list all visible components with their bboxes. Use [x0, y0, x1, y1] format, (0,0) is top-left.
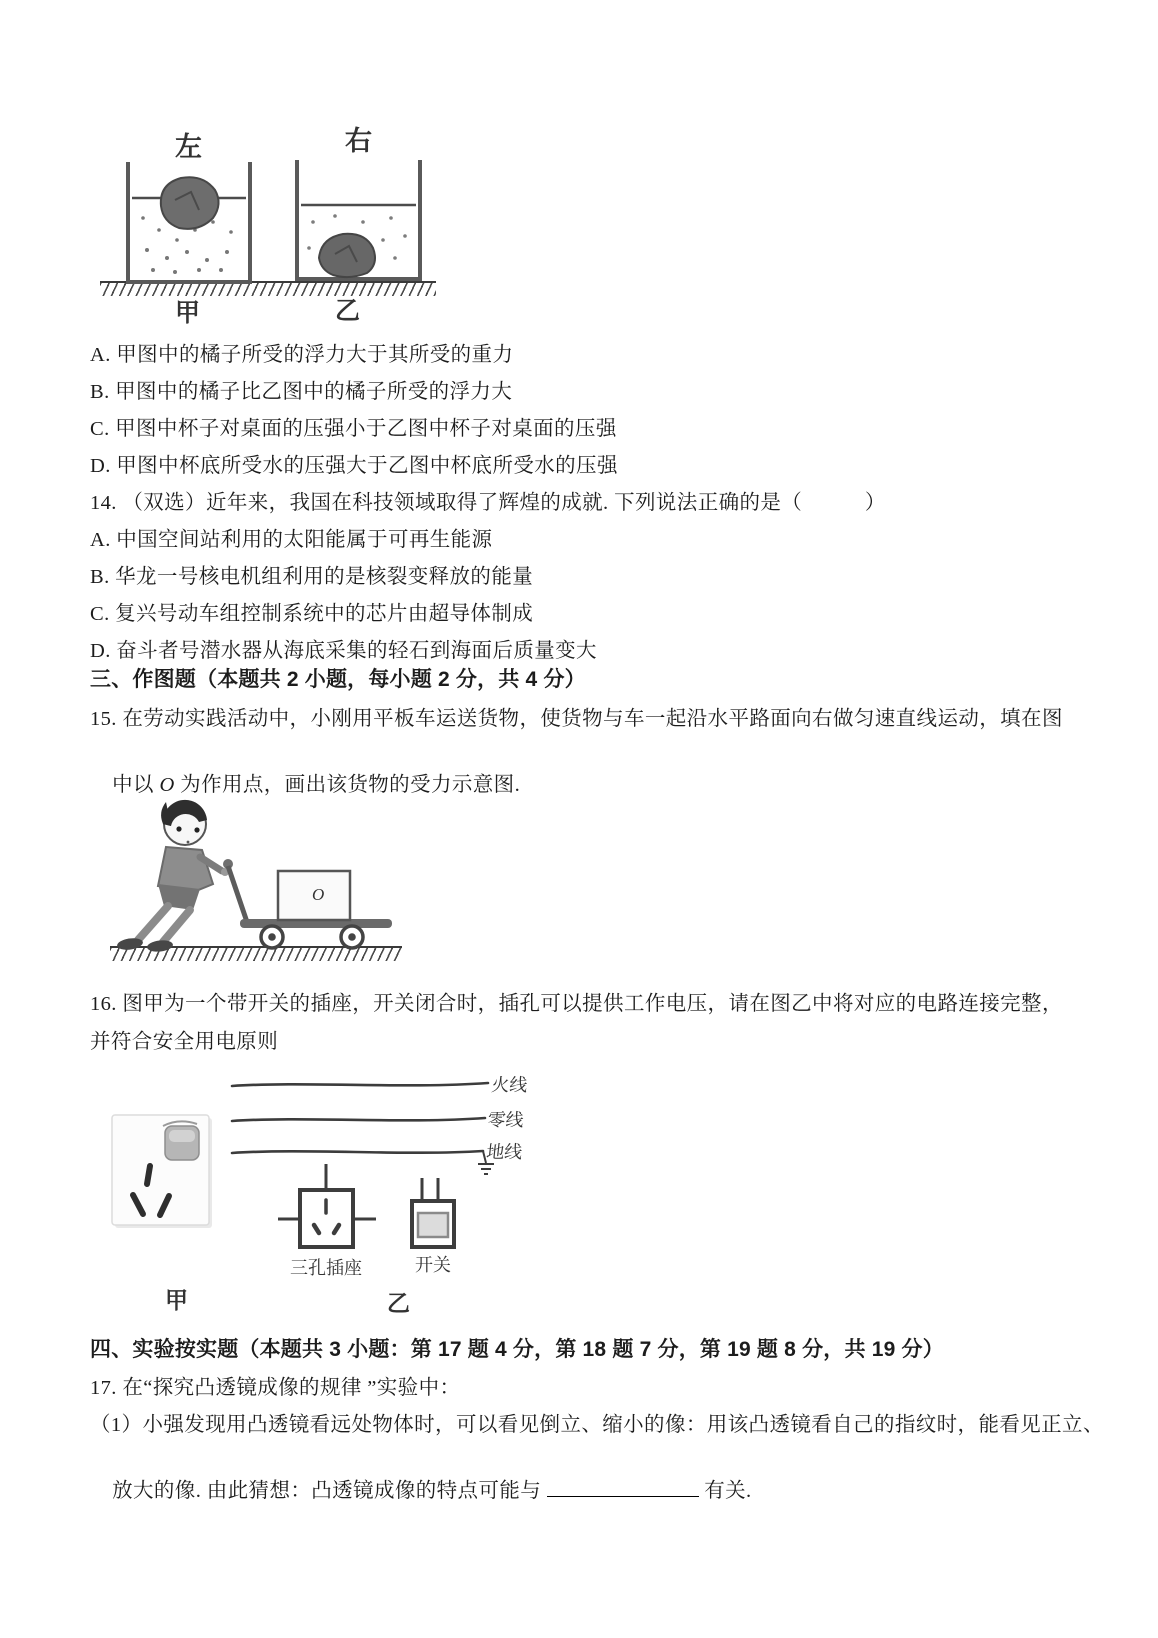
q13-option-d: D. 甲图中杯底所受水的压强大于乙图中杯底所受水的压强	[90, 455, 618, 477]
boy-pushing	[116, 800, 229, 953]
cargo-box	[278, 871, 350, 920]
q14-option-d: D. 奋斗者号潜水器从海底采集的轻石到海面后质量变大	[90, 640, 597, 662]
section3-heading: 三、作图题（本题共 2 小题，每小题 2 分，共 4 分）	[90, 668, 586, 691]
cargo-point-o-label: O	[312, 885, 325, 904]
q13-option-b: B. 甲图中的橘子比乙图中的橘子所受的浮力大	[90, 381, 513, 403]
figure16-yi-label: 乙	[387, 1291, 410, 1316]
outlet-figure	[95, 1060, 565, 1322]
q17-part1-line2-post: 有关.	[698, 1480, 752, 1502]
q13-option-c: C. 甲图中杯子对桌面的压强小于乙图中杯子对桌面的压强	[90, 418, 617, 440]
three-hole-socket-symbol	[278, 1164, 376, 1247]
q15-line2-pre: 中以	[112, 774, 160, 796]
orange-sunken	[319, 234, 375, 277]
q16-line2: 并符合安全用电原则	[90, 1031, 279, 1053]
q15-point-o: O	[159, 774, 175, 796]
q17-part1-line1: （1）小强发现用凸透镜看远处物体时，可以看见倒立、缩小的像：用该凸透镜看自己的指纹时，能看见正立、	[90, 1414, 1104, 1436]
q17-stem: 17. 在“探究凸透镜成像的规律 ”实验中：	[90, 1377, 461, 1399]
q14-option-a: A. 中国空间站利用的太阳能属于可再生能源	[90, 529, 493, 551]
cart-figure	[100, 772, 420, 950]
q14-option-c: C. 复兴号动车组控制系统中的芯片由超导体制成	[90, 603, 534, 625]
section4-heading: 四、实验按实题（本题共 3 小题：第 17 题 4 分，第 18 题 7 分，第 19 题 8 分，共 19 分）	[90, 1338, 944, 1361]
beaker-right-bottom-label: 乙	[335, 298, 361, 325]
q13-option-a: A. 甲图中的橘子所受的浮力大于其所受的重力	[90, 344, 514, 366]
socket-switch	[163, 1121, 199, 1160]
beaker-figure	[95, 118, 435, 333]
q17-part1-line2-pre: 放大的像. 由此猜想：凸透镜成像的特点可能与	[112, 1480, 547, 1502]
socket-photo	[112, 1115, 212, 1228]
q17-answer-blank	[547, 1477, 699, 1497]
q15-line2-post: 为作用点，画出该货物的受力示意图.	[174, 774, 521, 796]
earth-wire-label: 地线	[485, 1142, 524, 1162]
q17-part1-line2	[90, 1449, 752, 1533]
q15-line1: 15. 在劳动实践活动中，小刚用平板车运送货物，使货物与车一起沿水平路面向右做匀速直线运动，填在图	[90, 708, 1063, 730]
live-wire-label: 火线	[490, 1075, 529, 1095]
beaker-left-top-label: 左	[175, 132, 202, 162]
q14-stem: 14. （双选）近年来，我国在科技领域取得了辉煌的成就. 下列说法正确的是（ ）	[90, 492, 886, 514]
beaker-left-bottom-label: 甲	[175, 300, 201, 327]
q16-line1: 16. 图甲为一个带开关的插座，开关闭合时，插孔可以提供工作电压，请在图乙中将对应的电路连接完整，	[90, 993, 1063, 1015]
neutral-wire-label: 零线	[486, 1110, 525, 1130]
figure16-jia-label: 甲	[165, 1288, 188, 1313]
switch-symbol-label: 开关	[415, 1255, 451, 1275]
q14-option-b: B. 华龙一号核电机组利用的是核裂变释放的能量	[90, 566, 534, 588]
beaker-right-top-label: 右	[345, 126, 372, 156]
orange-floating	[161, 177, 219, 229]
switch-symbol	[412, 1178, 454, 1247]
socket-symbol-label: 三孔插座	[290, 1258, 362, 1278]
supply-wires	[232, 1083, 488, 1153]
